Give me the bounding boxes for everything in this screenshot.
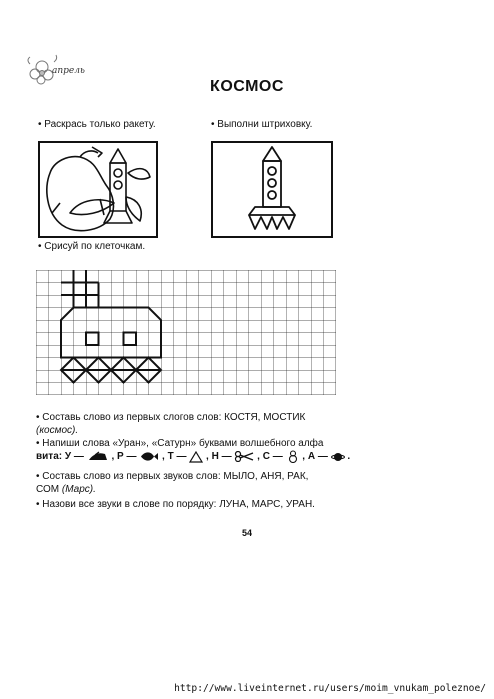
alphabet-pair-s: , С — [257,451,283,463]
task-hatching: • Выполни штриховку. [211,119,313,130]
exercise-first-sounds [36,470,481,496]
alphabet-pair-t: , Т — [162,451,187,463]
planet-icon [331,451,345,463]
alphabet-pair-a: , А — [302,451,328,463]
alphabet-pair-u: У — [64,451,84,463]
task-copy-grid: • Срисуй по клеточкам. [38,241,146,252]
sounds-word-som: СОМ [36,484,60,495]
alphabet-cipher-row [36,450,481,463]
iron-icon [87,451,109,462]
scissors-icon [234,451,254,462]
task-color-rocket: • Раскрась только ракету. [38,119,156,130]
source-url: http://www.liveinternet.ru/users/moim_vnukam_poleznoe/ [174,683,486,694]
exercise-magic-alphabet [36,437,481,463]
exercise-sound-order: • Назови все звуки в слове по порядку: ЛУНА, МАРС, УРАН. [36,499,315,510]
month-label: апрель [52,66,85,76]
rocket-outline-drawing [213,143,331,236]
syllables-text: • Составь слово из первых слогов слов: КОСТЯ, МОСТИК [36,412,306,423]
hidden-rocket-picture [38,141,158,238]
copy-grid [36,270,336,395]
rocket-with-vegetables-drawing [40,143,156,236]
fish-icon [139,451,159,462]
alphabet-pair-n: , Н — [206,451,232,463]
page-title: КОСМОС [210,78,284,95]
sounds-line-2 [36,483,481,496]
hatching-rocket-picture [211,141,333,238]
triangle-icon [189,451,203,463]
alphabet-prefix: вита: [36,451,63,463]
alphabet-text: • Напиши слова «Уран», «Сатурн» буквами волшебного алфа [36,438,324,449]
sounds-answer: (Марс). [61,484,96,495]
exercise-syllables [36,411,476,437]
alphabet-end: . [347,451,351,463]
sounds-text: • Составь слово из первых звуков слов: МЫЛО, АНЯ, РАК, [36,471,309,482]
alphabet-pair-r: , Р — [111,451,137,463]
syllables-answer: (космос). [36,425,79,436]
page-number: 54 [241,528,252,538]
snowman-icon [286,450,300,463]
